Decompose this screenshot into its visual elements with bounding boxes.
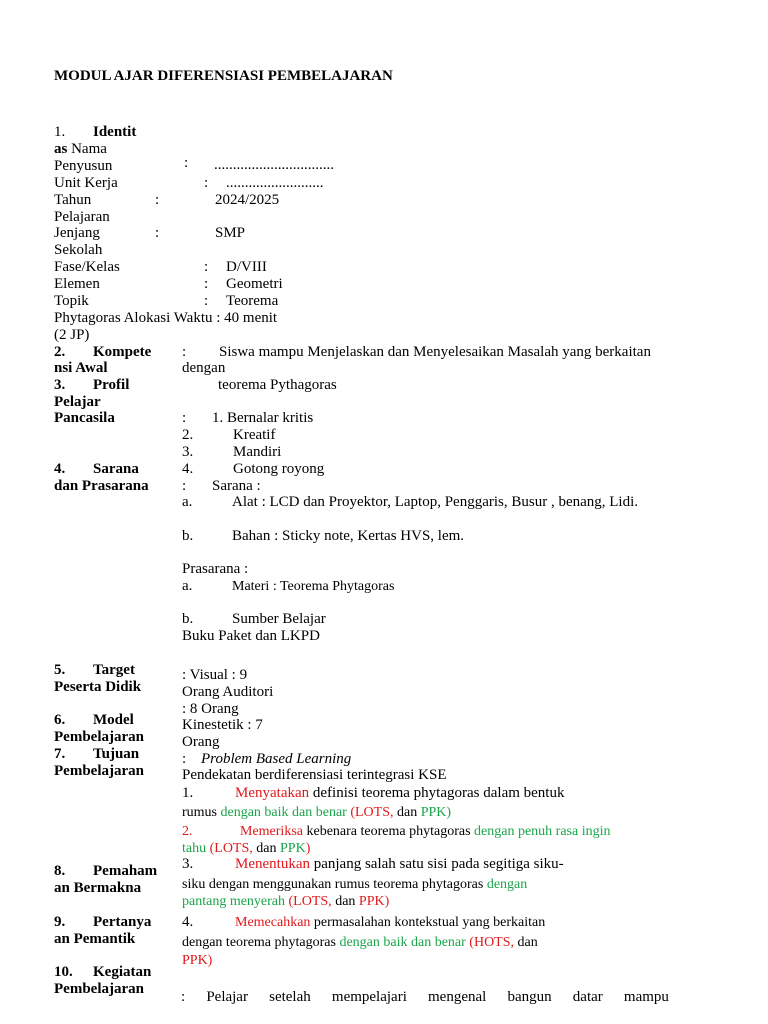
label-jenjang: Jenjang xyxy=(54,225,100,241)
topik-alokasi-line: Phytagoras Alokasi Waktu : 40 menit xyxy=(54,310,278,326)
section-2-number: 2. xyxy=(54,344,66,360)
section-6-number: 6. xyxy=(54,712,66,728)
target-line-4: Kinestetik : 7 xyxy=(182,717,263,733)
section-8-number: 8. xyxy=(54,863,66,879)
profil-item-2: Kreatif xyxy=(233,427,276,443)
tujuan-1-line-1: Menyatakan definisi teorema phytagoras dalam bentuk xyxy=(235,785,565,801)
profil-item-4: Gotong royong xyxy=(233,461,325,477)
kegiatan-word: bangun xyxy=(507,989,552,1005)
section-3-label-cont: Pelajar xyxy=(54,394,101,410)
elemen-value: Geometri xyxy=(226,276,283,292)
sarana-b-marker: b. xyxy=(182,528,194,544)
profil-item-3-number: 3. xyxy=(182,444,194,460)
pendekatan-text: Pendekatan berdiferensiasi terintegrasi KSE xyxy=(182,767,447,783)
tujuan-4-line-3: PPK) xyxy=(182,953,213,968)
tujuan-4-line-2: dengan teorema phytagoras dengan baik dan benar (HOTS, dan xyxy=(182,935,538,950)
tujuan-4-number: 4. xyxy=(182,914,194,930)
prasarana-b-marker: b. xyxy=(182,611,194,627)
kegiatan-word: datar xyxy=(572,989,603,1005)
section-3-number: 3. xyxy=(54,377,66,393)
section-8-label-cont: an Bermakna xyxy=(54,880,142,896)
kompetensi-text-cont2: teorema Pythagoras xyxy=(218,377,337,393)
label-elemen: Elemen xyxy=(54,276,100,292)
prasarana-buku: Buku Paket dan LKPD xyxy=(182,628,320,644)
sarana-label: Sarana : xyxy=(212,478,261,494)
section-7-label: Tujuan xyxy=(93,746,140,762)
target-line-2: Orang Auditori xyxy=(182,684,274,700)
label-unit-kerja: Unit Kerja xyxy=(54,175,118,191)
profil-item-3: Mandiri xyxy=(233,444,282,460)
topik-colon: : xyxy=(204,293,209,309)
kegiatan-word: mampu xyxy=(623,989,669,1005)
label-topik: Topik xyxy=(54,293,89,309)
kompetensi-text-cont: dengan xyxy=(182,360,226,376)
fase-value: D/VIII xyxy=(226,259,267,275)
section-5-number: 5. xyxy=(54,662,66,678)
unit-kerja-colon: : xyxy=(204,175,209,191)
elemen-colon: : xyxy=(204,276,209,292)
unit-kerja-value: .......................... xyxy=(226,175,324,191)
tujuan-3-line-1: Menentukan panjang salah satu sisi pada segitiga siku- xyxy=(235,856,564,872)
section-10-label-cont: Pembelajaran xyxy=(54,981,144,997)
tahun-colon: : xyxy=(155,192,160,208)
label-sekolah: Sekolah xyxy=(54,242,103,258)
tahun-value: 2024/2025 xyxy=(215,192,280,208)
section-7-label-cont: Pembelajaran xyxy=(54,763,144,779)
section-1-label: Identit xyxy=(93,124,137,140)
document-title: MODUL AJAR DIFERENSIASI PEMBELAJARAN xyxy=(54,68,393,84)
kegiatan-word: mengenal xyxy=(428,989,487,1005)
kompetensi-colon: : xyxy=(182,344,187,360)
tujuan-1-number: 1. xyxy=(182,785,194,801)
section-7-number: 7. xyxy=(54,746,66,762)
label-tahun: Tahun xyxy=(54,192,92,208)
label-penyusun: Penyusun xyxy=(54,158,113,174)
section-5-label: Target xyxy=(93,662,135,678)
section-9-label: Pertanya xyxy=(93,914,152,930)
label-pelajaran: Pelajaran xyxy=(54,209,110,225)
penyusun-value: ................................ xyxy=(214,157,334,173)
tujuan-4-line-1: Memecahkan permasalahan kontekstual yang berkaitan xyxy=(235,915,546,930)
kompetensi-text: Siswa mampu Menjelaskan dan Menyelesaikan Masalah yang berkaitan xyxy=(219,344,651,360)
section-1-number: 1. xyxy=(54,124,66,140)
section-5-label-cont: Peserta Didik xyxy=(54,679,142,695)
kegiatan-word: : xyxy=(181,989,186,1005)
profil-item-1: 1. Bernalar kritis xyxy=(212,410,314,426)
section-10-number: 10. xyxy=(54,964,73,980)
tujuan-3-number: 3. xyxy=(182,856,194,872)
section-2-label-cont: nsi Awal xyxy=(54,360,108,376)
model-colon: : xyxy=(182,751,187,767)
section-6-label-cont: Pembelajaran xyxy=(54,729,144,745)
prasarana-materi: Materi : Teorema Phytagoras xyxy=(232,579,395,594)
sarana-colon: : xyxy=(182,478,187,494)
topik-value: Teorema xyxy=(226,293,279,309)
section-1-label-cont: as Nama xyxy=(54,141,107,157)
kegiatan-word: setelah xyxy=(269,989,311,1005)
prasarana-a-marker: a. xyxy=(182,578,193,594)
section-4-label: Sarana xyxy=(93,461,139,477)
penyusun-colon: : xyxy=(184,155,189,171)
tujuan-1-line-2: rumus dengan baik dan benar (LOTS, dan PPK) xyxy=(182,805,452,820)
section-4-number: 4. xyxy=(54,461,66,477)
sarana-alat: Alat : LCD dan Proyektor, Laptop, Penggaris, Busur , benang, Lidi. xyxy=(232,494,639,510)
tujuan-3-line-2: siku dengan menggunakan rumus teorema phytagoras dengan xyxy=(182,877,528,892)
section-3-label: Profil xyxy=(93,377,130,393)
target-line-5: Orang xyxy=(182,734,220,750)
target-line-1: : Visual : 9 xyxy=(182,667,248,683)
section-10-label: Kegiatan xyxy=(93,964,152,980)
section-4-label-cont: dan Prasarana xyxy=(54,478,149,494)
section-8-label: Pemaham xyxy=(93,863,158,879)
prasarana-label: Prasarana : xyxy=(182,561,249,577)
profil-item-4-number: 4. xyxy=(182,461,194,477)
label-fase-kelas: Fase/Kelas xyxy=(54,259,120,275)
section-9-label-cont: an Pemantik xyxy=(54,931,136,947)
sarana-bahan: Bahan : Sticky note, Kertas HVS, lem. xyxy=(232,528,465,544)
profil-colon: : xyxy=(182,410,187,426)
jenjang-value: SMP xyxy=(215,225,246,241)
section-6-label: Model xyxy=(93,712,134,728)
prasarana-sumber: Sumber Belajar xyxy=(232,611,326,627)
section-3-label-cont2: Pancasila xyxy=(54,410,115,426)
label-jp: (2 JP) xyxy=(54,327,90,343)
kegiatan-text xyxy=(181,989,669,1006)
model-value: Problem Based Learning xyxy=(201,751,352,767)
fase-colon: : xyxy=(204,259,209,275)
target-line-3: : 8 Orang xyxy=(182,701,239,717)
tujuan-3-line-3: pantang menyerah (LOTS, dan PPK) xyxy=(182,894,390,909)
sarana-a-marker: a. xyxy=(182,494,193,510)
tujuan-2-line-1: Memeriksa kebenara teorema phytagoras dengan penuh rasa ingin xyxy=(240,824,611,839)
kegiatan-word: mempelajari xyxy=(331,989,407,1005)
jenjang-colon: : xyxy=(155,225,160,241)
tujuan-2-number: 2. xyxy=(182,824,193,839)
section-2-label: Kompete xyxy=(93,344,152,360)
section-9-number: 9. xyxy=(54,914,66,930)
profil-item-2-number: 2. xyxy=(182,427,194,443)
kegiatan-word: Pelajar xyxy=(206,989,248,1005)
tujuan-2-line-2: tahu (LOTS, dan PPK) xyxy=(182,841,311,856)
